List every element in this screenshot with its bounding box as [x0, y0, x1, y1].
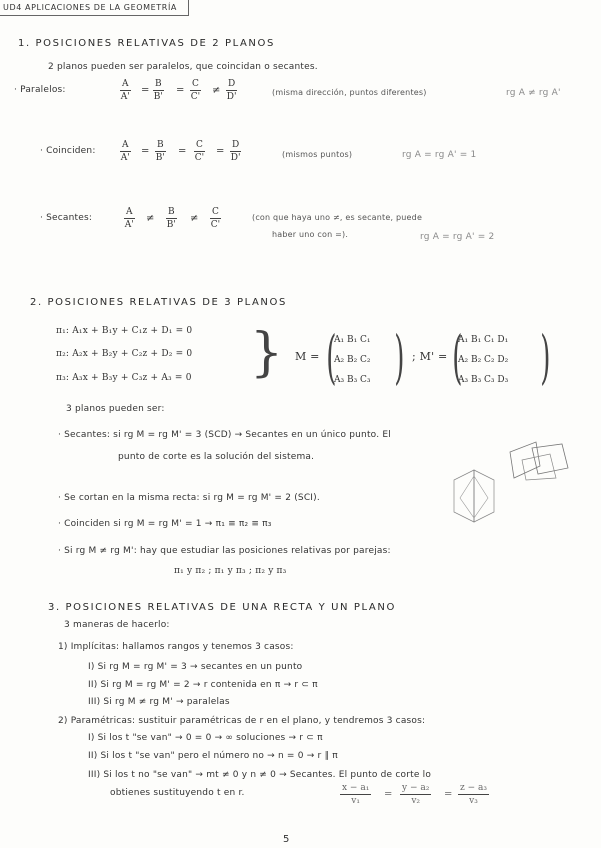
- method1-case-i: I) Si rg M = rg M' = 3 → secantes en un punto: [88, 662, 303, 672]
- matrix-row: A₃ B₃ C₃ D₃: [458, 375, 509, 385]
- fraction-b: $\frac{B}{B'}$: [155, 140, 165, 163]
- matrix-m-right-paren: ): [394, 323, 405, 391]
- bullet-coinciden: · Coinciden si rg M = rg M' = 1 → π₁ ≡ π₂ ≡ π₃: [58, 519, 272, 529]
- section3-heading: 3. POSICIONES RELATIVAS DE UNA RECTA Y UN PLANO: [48, 602, 396, 613]
- paralelos-rank: rg A ≠ rg A': [506, 88, 561, 98]
- system-brace: }: [250, 323, 284, 383]
- secantes-note-line2: haber uno con =).: [272, 230, 349, 239]
- fraction-b: $\frac{B}{B'}$: [166, 207, 176, 230]
- fraction-a: $\frac{A}{A'}$: [120, 140, 130, 163]
- section3-intro: 3 maneras de hacerlo:: [64, 620, 170, 630]
- equals-sign: =: [141, 85, 150, 96]
- fraction-c: $\frac{C}{C'}$: [194, 140, 205, 163]
- matrix-m2: [458, 330, 508, 390]
- matrix-row: A₂ B₂ C₂ D₂: [458, 355, 509, 365]
- section1-intro: 2 planos pueden ser paralelos, que coincidan o secantes.: [48, 62, 318, 72]
- fraction-a: $\frac{A}{A'}$: [120, 79, 130, 102]
- bullet-secantes-line1: · Secantes: si rg M = rg M' = 3 (SCD) → Secantes en un único punto. El: [58, 430, 391, 440]
- method1-case-iii: III) Si rg M ≠ rg M' → paralelas: [88, 697, 230, 707]
- matrix-row: A₁ B₁ C₁: [334, 335, 371, 345]
- continuous-fraction-x: $\frac{\text{x − a₁}}{\text{v₁}}$: [342, 783, 370, 806]
- method1-case-ii: II) Si rg M = rg M' = 2 → r contenida en π → r ⊂ π: [88, 680, 318, 690]
- equals-sign: =: [444, 789, 453, 800]
- matrix-m: [334, 330, 371, 390]
- coinciden-label: · Coinciden:: [40, 146, 96, 156]
- fraction-c: $\frac{C}{C'}$: [210, 207, 221, 230]
- secantes-label: · Secantes:: [40, 213, 93, 223]
- fraction-c: $\frac{C}{C'}$: [190, 79, 201, 102]
- plane-equation-1: π₁: A₁x + B₁y + C₁z + D₁ = 0: [56, 326, 193, 336]
- header-title: UD4 APLICACIONES DE LA GEOMETRÍA: [3, 3, 177, 12]
- header-underline: [0, 15, 188, 16]
- method2-case-i: I) Si los t "se van" → 0 = 0 → ∞ soluciones → r ⊂ π: [88, 733, 323, 743]
- matrix-m2-left-paren: (: [452, 323, 463, 391]
- equals-sign: =: [176, 85, 185, 96]
- bullet-parejas-line2: π₁ y π₂ ; π₁ y π₃ ; π₂ y π₃: [174, 566, 287, 576]
- bullet-misma-recta: · Se cortan en la misma recta: si rg M = rg M' = 2 (SCI).: [58, 493, 320, 503]
- not-equal-sign: ≠: [212, 85, 221, 96]
- continuous-fraction-z: $\frac{\text{z − a₃}}{\text{v₃}}$: [460, 783, 487, 806]
- bullet-parejas-line1: · Si rg M ≠ rg M': hay que estudiar las posiciones relativas por parejas:: [58, 546, 391, 556]
- equals-sign: =: [384, 789, 393, 800]
- equals-sign: =: [216, 146, 225, 157]
- matrix-row: A₃ B₃ C₃: [334, 375, 371, 385]
- not-equal-sign: ≠: [190, 213, 199, 224]
- equals-sign: =: [178, 146, 187, 157]
- section2-intro: 3 planos pueden ser:: [66, 404, 165, 414]
- three-planes-point-sketch: [506, 438, 572, 482]
- fraction-b: $\frac{B}{B'}$: [153, 79, 163, 102]
- matrix-m2-label: ; M' =: [412, 350, 448, 363]
- section2-heading: 2. POSICIONES RELATIVAS DE 3 PLANOS: [30, 297, 287, 308]
- coinciden-rank: rg A = rg A' = 1: [402, 150, 477, 160]
- bullet-secantes-line2: punto de corte es la solución del sistema.: [118, 452, 315, 462]
- matrix-m2-right-paren: ): [540, 323, 551, 391]
- section1-heading: 1. POSICIONES RELATIVAS DE 2 PLANOS: [18, 38, 275, 49]
- fraction-d: $\frac{D}{D'}$: [226, 79, 237, 102]
- plane-equation-2: π₂: A₂x + B₂y + C₂z + D₂ = 0: [56, 349, 193, 359]
- matrix-row: A₁ B₁ C₁ D₁: [458, 335, 509, 345]
- plane-equation-3: π₃: A₃x + B₃y + C₃z + A₃ = 0: [56, 373, 192, 383]
- matrix-m-left-paren: (: [326, 323, 337, 391]
- method2-case-iii-line2: obtienes sustituyendo t en r.: [110, 788, 245, 798]
- matrix-row: A₂ B₂ C₂: [334, 355, 371, 365]
- method2-case-iii-line1: III) Si los t no "se van" → mt ≠ 0 y n ≠ 0 → Secantes. El punto de corte lo: [88, 770, 432, 780]
- planes-line-sketch: [450, 468, 498, 524]
- continuous-fraction-y: $\frac{\text{y − a₂}}{\text{v₂}}$: [402, 783, 430, 806]
- method2-case-ii: II) Si los t "se van" pero el número no → n = 0 → r ∥ π: [88, 751, 338, 761]
- fraction-a: $\frac{A}{A'}$: [124, 207, 134, 230]
- header-divider: [188, 0, 189, 16]
- matrix-m-label: M =: [295, 350, 320, 363]
- coinciden-note: (mismos puntos): [282, 150, 353, 159]
- secantes-note-line1: (con que haya uno ≠, es secante, puede: [252, 213, 423, 222]
- paralelos-note: (misma dirección, puntos diferentes): [272, 88, 427, 97]
- not-equal-sign: ≠: [146, 213, 155, 224]
- method2-title: 2) Paramétricas: sustituir paramétricas de r en el plano, y tendremos 3 casos:: [58, 716, 426, 726]
- page-number: 5: [283, 834, 290, 845]
- secantes-rank: rg A = rg A' = 2: [420, 232, 495, 242]
- fraction-d: $\frac{D}{D'}$: [230, 140, 241, 163]
- equals-sign: =: [141, 146, 150, 157]
- paralelos-label: · Paralelos:: [14, 85, 66, 95]
- method1-title: 1) Implícitas: hallamos rangos y tenemos 3 casos:: [58, 642, 294, 652]
